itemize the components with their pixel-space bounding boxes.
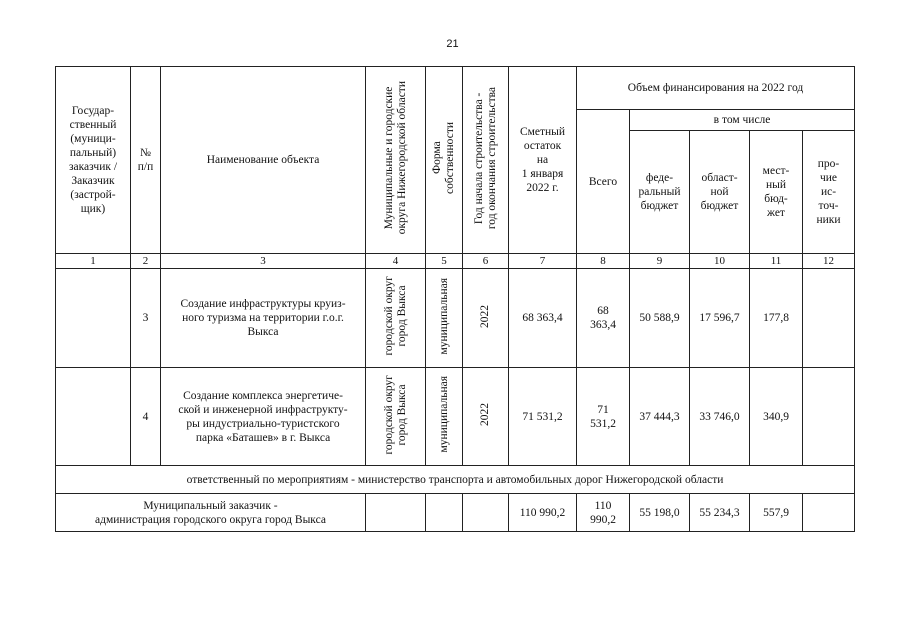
column-numbers-row — [56, 254, 855, 269]
header-federal: феде- ральный бюджет — [630, 131, 690, 254]
row-federal: 50 588,9 — [630, 269, 690, 368]
row-local: 340,9 — [750, 368, 803, 466]
summary-label: Муниципальный заказчик - администрация городского округа город Выкса — [56, 494, 366, 532]
row-num: 3 — [131, 269, 161, 368]
column-number: 3 — [161, 254, 366, 269]
summary-local: 557,9 — [750, 494, 803, 532]
row-years — [463, 368, 509, 466]
column-number: 11 — [750, 254, 803, 269]
summary-municipality — [366, 494, 426, 532]
table-row — [56, 368, 855, 466]
column-number: 2 — [131, 254, 161, 269]
header-num: № п/п — [131, 67, 161, 254]
column-number: 8 — [577, 254, 630, 269]
row-ownership-text: муниципальная — [437, 277, 450, 355]
row-federal: 37 444,3 — [630, 368, 690, 466]
row-regional: 17 596,7 — [690, 269, 750, 368]
header-financing: Объем финансирования на 2022 год — [577, 67, 855, 110]
column-number: 10 — [690, 254, 750, 269]
row-municipality-text: городской округ город Выкса — [382, 374, 408, 455]
header-years — [463, 67, 509, 254]
header-ownership — [426, 67, 463, 254]
header-local: мест- ный бюд- жет — [750, 131, 803, 254]
row-ownership-text: муниципальная — [437, 376, 450, 453]
row-years — [463, 269, 509, 368]
column-number: 6 — [463, 254, 509, 269]
summary-total: 110 990,2 — [577, 494, 630, 532]
page-number: 21 — [446, 38, 459, 50]
column-number: 7 — [509, 254, 577, 269]
header-years-text: Год начала строительства - год окончания строительства — [472, 86, 498, 230]
row-remaining: 68 363,4 — [509, 269, 577, 368]
row-total: 71 531,2 — [577, 368, 630, 466]
summary-regional: 55 234,3 — [690, 494, 750, 532]
responsible-text: ответственный по мероприятиям - министерство транспорта и автомобильных дорог Нижегородской области — [56, 466, 855, 494]
header-remaining: Сметный остаток на 1 января 2022 г. — [509, 67, 577, 254]
header-including: в том числе — [630, 110, 855, 131]
row-remaining: 71 531,2 — [509, 368, 577, 466]
column-number: 9 — [630, 254, 690, 269]
header-row-1 — [56, 67, 855, 110]
row-regional: 33 746,0 — [690, 368, 750, 466]
header-other: про- чие ис- точ- ники — [803, 131, 855, 254]
header-municipality — [366, 67, 426, 254]
header-name: Наименование объекта — [161, 67, 366, 254]
summary-row — [56, 494, 855, 532]
row-num: 4 — [131, 368, 161, 466]
responsible-row — [56, 466, 855, 494]
table-row — [56, 269, 855, 368]
row-name: Создание инфраструктуры круиз- ного туризма на территории г.о.г. Выкса — [161, 269, 366, 368]
row-local: 177,8 — [750, 269, 803, 368]
summary-other — [803, 494, 855, 532]
financing-table — [55, 66, 855, 532]
row-years-text: 2022 — [479, 304, 491, 328]
header-regional: област- ной бюджет — [690, 131, 750, 254]
row-customer — [56, 269, 131, 368]
summary-ownership — [426, 494, 463, 532]
column-number: 5 — [426, 254, 463, 269]
row-years-text: 2022 — [479, 403, 491, 426]
row-other — [803, 269, 855, 368]
row-customer — [56, 368, 131, 466]
row-name: Создание комплекса энергетиче- ской и инженерной инфраструкту- ры индустриально-туристского парка «Баташев» в г. Выкса — [161, 368, 366, 466]
header-municipality-text: Муниципальные и городские округа Нижегородской области — [382, 81, 408, 235]
row-other — [803, 368, 855, 466]
row-ownership — [426, 269, 463, 368]
column-number: 1 — [56, 254, 131, 269]
header-ownership-text: Форма собственности — [431, 122, 456, 194]
header-total: Всего — [577, 110, 630, 254]
row-municipality — [366, 269, 426, 368]
column-number: 12 — [803, 254, 855, 269]
header-customer: Государ- ственный (муници- пальный) заказчик / Заказчик (застрой- щик) — [56, 67, 131, 254]
summary-remaining: 110 990,2 — [509, 494, 577, 532]
row-municipality — [366, 368, 426, 466]
summary-federal: 55 198,0 — [630, 494, 690, 532]
summary-years — [463, 494, 509, 532]
row-ownership — [426, 368, 463, 466]
row-total: 68 363,4 — [577, 269, 630, 368]
row-municipality-text: городской округ город Выкса — [382, 276, 408, 356]
column-number: 4 — [366, 254, 426, 269]
